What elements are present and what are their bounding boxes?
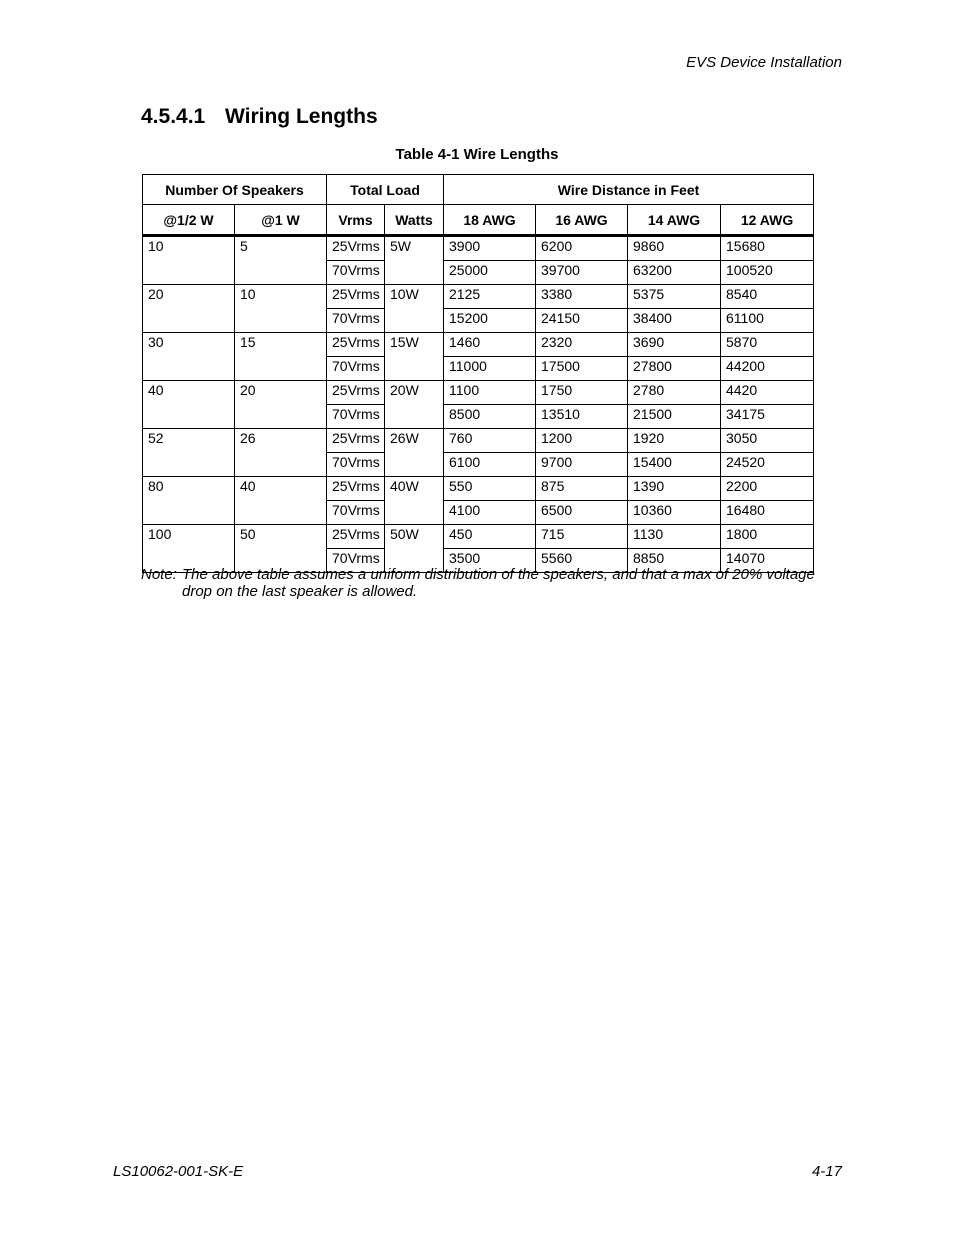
awg12-cell: 61100 (721, 309, 814, 333)
awg16-cell: 715 (536, 525, 628, 549)
awg12-cell: 15680 (721, 236, 814, 261)
speakers-one-watt-cell: 40 (235, 477, 327, 525)
speakers-one-watt-cell: 26 (235, 429, 327, 477)
awg18-cell: 2125 (444, 285, 536, 309)
awg12-cell: 24520 (721, 453, 814, 477)
awg12-cell: 14070 (721, 549, 814, 573)
table-row (143, 525, 814, 549)
watts-cell: 15W (385, 333, 444, 381)
watts-cell: 20W (385, 381, 444, 429)
awg12-cell: 16480 (721, 501, 814, 525)
column-header: Vrms (327, 205, 385, 236)
vrms-cell: 25Vrms (327, 429, 385, 453)
vrms-cell: 25Vrms (327, 285, 385, 309)
column-header: @1 W (235, 205, 327, 236)
awg18-cell: 25000 (444, 261, 536, 285)
speakers-one-watt-cell: 5 (235, 236, 327, 285)
awg18-cell: 1460 (444, 333, 536, 357)
watts-cell: 26W (385, 429, 444, 477)
column-header: 14 AWG (628, 205, 721, 236)
awg16-cell: 875 (536, 477, 628, 501)
speakers-half-watt-cell: 20 (143, 285, 235, 333)
speakers-half-watt-cell: 52 (143, 429, 235, 477)
awg14-cell: 27800 (628, 357, 721, 381)
vrms-cell: 25Vrms (327, 525, 385, 549)
vrms-cell: 70Vrms (327, 261, 385, 285)
awg12-cell: 44200 (721, 357, 814, 381)
awg14-cell: 3690 (628, 333, 721, 357)
awg12-cell: 34175 (721, 405, 814, 429)
awg12-cell: 1800 (721, 525, 814, 549)
awg18-cell: 3900 (444, 236, 536, 261)
vrms-cell: 25Vrms (327, 236, 385, 261)
awg18-cell: 450 (444, 525, 536, 549)
column-header: @1/2 W (143, 205, 235, 236)
awg18-cell: 15200 (444, 309, 536, 333)
awg16-cell: 13510 (536, 405, 628, 429)
awg18-cell: 11000 (444, 357, 536, 381)
awg16-cell: 24150 (536, 309, 628, 333)
note-label: Note: (141, 566, 177, 583)
note-line-2: drop on the last speaker is allowed. (182, 583, 418, 600)
footer-page-number: 4-17 (811, 1163, 842, 1180)
awg12-cell: 5870 (721, 333, 814, 357)
awg18-cell: 550 (444, 477, 536, 501)
awg16-cell: 6500 (536, 501, 628, 525)
header-total-load: Total Load (327, 175, 444, 205)
vrms-cell: 70Vrms (327, 453, 385, 477)
running-header: EVS Device Installation (686, 54, 842, 71)
awg16-cell: 1200 (536, 429, 628, 453)
awg16-cell: 17500 (536, 357, 628, 381)
speakers-one-watt-cell: 15 (235, 333, 327, 381)
vrms-cell: 25Vrms (327, 333, 385, 357)
awg16-cell: 2320 (536, 333, 628, 357)
awg14-cell: 63200 (628, 261, 721, 285)
speakers-half-watt-cell: 30 (143, 333, 235, 381)
awg12-cell: 100520 (721, 261, 814, 285)
speakers-half-watt-cell: 100 (143, 525, 235, 573)
column-header: Watts (385, 205, 444, 236)
awg14-cell: 38400 (628, 309, 721, 333)
note-line-1: The above table assumes a uniform distribution of the speakers, and that a max of 20% voltage (182, 566, 815, 583)
awg18-cell: 8500 (444, 405, 536, 429)
section-title: Wiring Lengths (225, 105, 378, 128)
awg16-cell: 39700 (536, 261, 628, 285)
footer-doc-id: LS10062-001-SK-E (113, 1163, 244, 1180)
header-wire-distance: Wire Distance in Feet (444, 175, 814, 205)
column-header: 16 AWG (536, 205, 628, 236)
speakers-one-watt-cell: 10 (235, 285, 327, 333)
awg14-cell: 10360 (628, 501, 721, 525)
vrms-cell: 70Vrms (327, 501, 385, 525)
section-number: 4.5.4.1 (141, 105, 206, 128)
awg16-cell: 5560 (536, 549, 628, 573)
vrms-cell: 70Vrms (327, 309, 385, 333)
table-row (143, 333, 814, 357)
section-heading (141, 105, 378, 129)
wire-lengths-table (142, 174, 814, 573)
awg14-cell: 21500 (628, 405, 721, 429)
speakers-half-watt-cell: 10 (143, 236, 235, 285)
table-row (143, 285, 814, 309)
awg18-cell: 6100 (444, 453, 536, 477)
table-row (143, 381, 814, 405)
awg14-cell: 1390 (628, 477, 721, 501)
vrms-cell: 70Vrms (327, 549, 385, 573)
awg14-cell: 5375 (628, 285, 721, 309)
watts-cell: 5W (385, 236, 444, 285)
speakers-half-watt-cell: 80 (143, 477, 235, 525)
speakers-one-watt-cell: 20 (235, 381, 327, 429)
awg12-cell: 3050 (721, 429, 814, 453)
table-note (141, 566, 841, 600)
speakers-half-watt-cell: 40 (143, 381, 235, 429)
awg16-cell: 1750 (536, 381, 628, 405)
header-number-of-speakers: Number Of Speakers (143, 175, 327, 205)
awg14-cell: 15400 (628, 453, 721, 477)
awg14-cell: 1130 (628, 525, 721, 549)
awg18-cell: 3500 (444, 549, 536, 573)
speakers-one-watt-cell: 50 (235, 525, 327, 573)
awg14-cell: 8850 (628, 549, 721, 573)
table-row (143, 429, 814, 453)
awg12-cell: 8540 (721, 285, 814, 309)
awg16-cell: 3380 (536, 285, 628, 309)
column-header: 18 AWG (444, 205, 536, 236)
awg14-cell: 1920 (628, 429, 721, 453)
watts-cell: 40W (385, 477, 444, 525)
table-caption: Table 4-1 Wire Lengths (395, 146, 559, 163)
awg14-cell: 2780 (628, 381, 721, 405)
awg16-cell: 9700 (536, 453, 628, 477)
table-row (143, 236, 814, 261)
awg12-cell: 2200 (721, 477, 814, 501)
awg12-cell: 4420 (721, 381, 814, 405)
watts-cell: 50W (385, 525, 444, 573)
awg18-cell: 4100 (444, 501, 536, 525)
awg16-cell: 6200 (536, 236, 628, 261)
awg18-cell: 760 (444, 429, 536, 453)
vrms-cell: 70Vrms (327, 357, 385, 381)
awg14-cell: 9860 (628, 236, 721, 261)
table-row (143, 477, 814, 501)
vrms-cell: 25Vrms (327, 477, 385, 501)
vrms-cell: 70Vrms (327, 405, 385, 429)
column-header: 12 AWG (721, 205, 814, 236)
vrms-cell: 25Vrms (327, 381, 385, 405)
watts-cell: 10W (385, 285, 444, 333)
awg18-cell: 1100 (444, 381, 536, 405)
